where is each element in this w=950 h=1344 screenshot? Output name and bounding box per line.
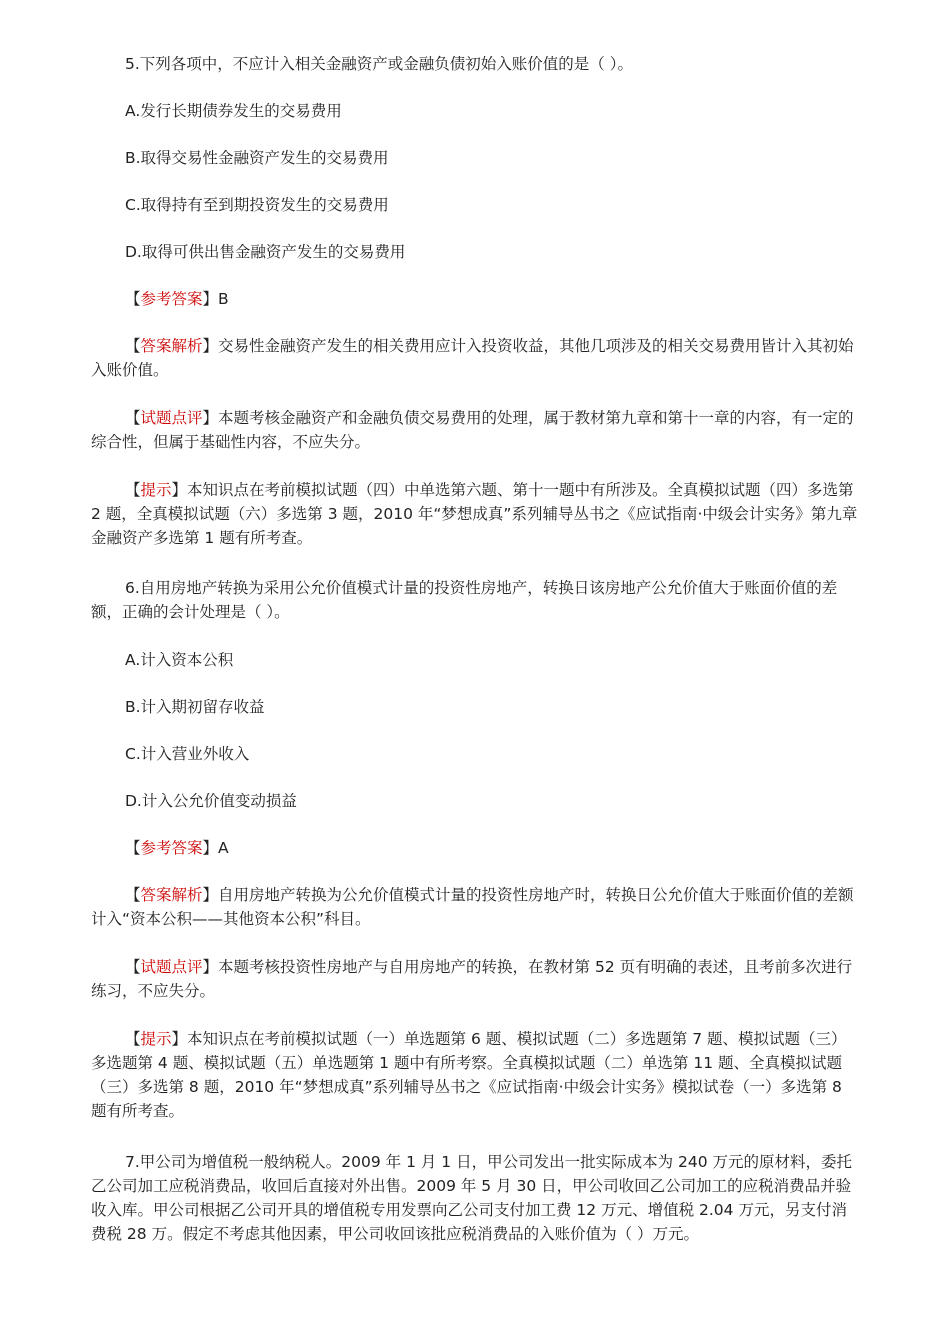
analysis-label: 答案解析: [140, 886, 203, 904]
answer-5: 【参考答案】B: [125, 290, 229, 308]
comment-label: 试题点评: [140, 409, 203, 427]
analysis-label: 答案解析: [140, 337, 203, 355]
comment-5: 【试题点评】本题考核金融资产和金融负债交易费用的处理，属于教材第九章和第十一章的内容，有一定的综合性，但属于基础性内容，不应失分。: [91, 409, 854, 451]
option-6c: C.计入营业外收入: [125, 745, 250, 763]
option-5a: A.发行长期债券发生的交易费用: [125, 102, 342, 120]
option-5c: C.取得持有至到期投资发生的交易费用: [125, 196, 389, 214]
option-6b: B.计入期初留存收益: [125, 698, 265, 716]
option-6a: A.计入资本公积: [125, 651, 234, 669]
question-6-stem: 6.自用房地产转换为采用公允价值模式计量的投资性房地产，转换日该房地产公允价值大于账面价值的差额，正确的会计处理是（ ）。: [91, 579, 838, 621]
answer-label: 参考答案: [140, 290, 203, 308]
hint-5: 【提示】本知识点在考前模拟试题（四）中单选第六题、第十一题中有所涉及。全真模拟试题（四）多选第 2 题，全真模拟试题（六）多选第 3 题，2010 年“梦想成真”系列辅导丛书之《应试指南·中级会计实务》第九章 金融资产多选第 1 题有所考查。: [91, 481, 858, 547]
comment-label: 试题点评: [140, 958, 203, 976]
hint-label: 提示: [140, 481, 172, 499]
hint-label: 提示: [140, 1030, 172, 1048]
answer-6: 【参考答案】A: [125, 839, 229, 857]
comment-6: 【试题点评】本题考核投资性房地产与自用房地产的转换，在教材第 52 页有明确的表述，且考前多次进行练习，不应失分。: [91, 958, 853, 1000]
answer-label: 参考答案: [140, 839, 203, 857]
analysis-6: 【答案解析】自用房地产转换为公允价值模式计量的投资性房地产时，转换日公允价值大于账面价值的差额计入“资本公积——其他资本公积”科目。: [91, 886, 854, 928]
hint-6: 【提示】本知识点在考前模拟试题（一）单选题第 6 题、模拟试题（二）多选题第 7 题、模拟试题（三）多选题第 4 题、模拟试题（五）单选题第 1 题中有所考察。全真模拟试题（二）单选第 11 题、全真模拟试题（三）多选第 8 题，2010 年“梦想成真”系列辅导丛书之《应试指南·中级会计实务》模拟试卷（一）多选第 8 题有所考查。: [91, 1030, 847, 1120]
option-6d: D.计入公允价值变动损益: [125, 792, 297, 810]
question-5-stem: 5.下列各项中，不应计入相关金融资产或金融负债初始入账价值的是（ ）。: [125, 55, 633, 73]
option-5d: D.取得可供出售金融资产发生的交易费用: [125, 243, 406, 261]
question-7-stem: 7.甲公司为增值税一般纳税人。2009 年 1 月 1 日，甲公司发出一批实际成本为 240 万元的原材料，委托乙公司加工应税消费品，收回后直接对外出售。2009 年 5 月 30 日，甲公司收回乙公司加工的应税消费品并验收入库。甲公司根据乙公司开具的增值税专用发票向乙公司支付加工费 12 万元、增值税 2.04 万元，另支付消费税 28 万。假定不考虑其他因素，甲公司收回该批应税消费品的入账价值为（ ）万元。: [91, 1153, 853, 1243]
option-5b: B.取得交易性金融资产发生的交易费用: [125, 149, 389, 167]
analysis-5: 【答案解析】交易性金融资产发生的相关费用应计入投资收益，其他几项涉及的相关交易费用皆计入其初始入账价值。: [91, 337, 854, 379]
